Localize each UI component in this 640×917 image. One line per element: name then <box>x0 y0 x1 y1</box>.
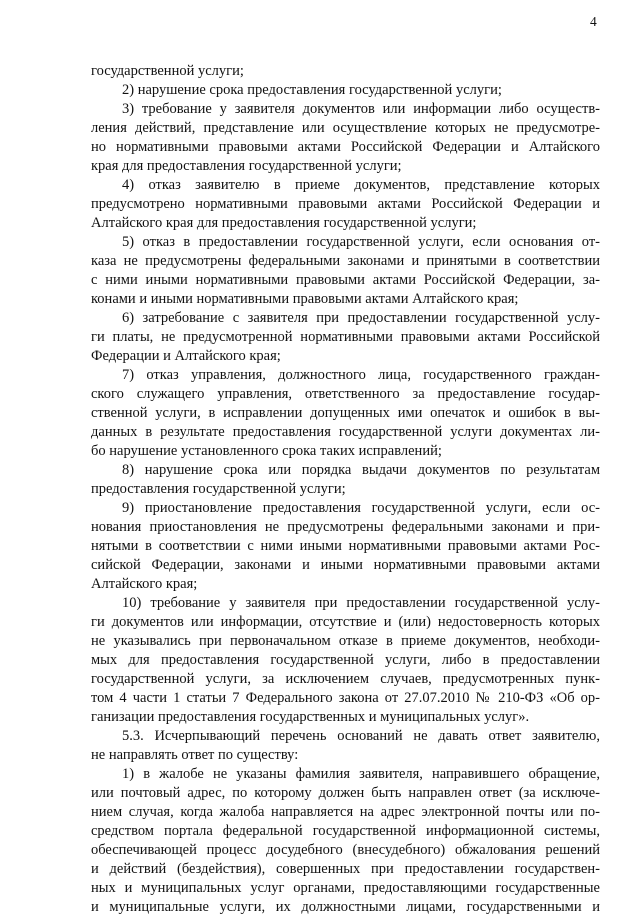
text-line: но нормативными правовыми актами Российской Федерации и Алтайского <box>91 139 600 155</box>
text-line: сийской Федерации, законами и иными нормативными правовыми актами <box>91 557 600 573</box>
text-line: конами и иными нормативными правовыми актами Алтайского края; <box>91 291 519 307</box>
text-line: с ними иными нормативными правовыми актами Российской Федерации, за- <box>91 272 600 288</box>
text-line: ных и муниципальных услуг органами, предоставляющими государственные <box>91 880 600 896</box>
text-line: предоставления государственной услуги; <box>91 481 346 497</box>
text-line: Алтайского края; <box>91 576 198 592</box>
text-line: или почтовый адрес, по которому должен быть направлен ответ (за исключе- <box>91 785 600 801</box>
text-line: каза не предусмотрены федеральными законами и принятыми в соответствии <box>91 253 600 269</box>
text-line: не направлять ответ по существу: <box>91 747 299 763</box>
document-body <box>91 62 600 917</box>
text-line: Алтайского края для предоставления государственной услуги; <box>91 215 477 231</box>
text-line: нятыми в соответствии с ними иными нормативными правовыми актами Рос- <box>91 538 600 554</box>
text-line: бо нарушение установленного срока таких исправлений; <box>91 443 442 459</box>
text-line: 6) затребование с заявителя при предоставлении государственной услу- <box>122 310 600 326</box>
page-number: 4 <box>590 14 597 29</box>
text-line: обеспечивающей процесс досудебного (внесудебного) обжалования решений <box>91 842 600 858</box>
text-line: края для предоставления государственной услуги; <box>91 158 402 174</box>
text-line: не указывались при первоначальном отказе в приеме документов, необходи- <box>91 633 600 649</box>
text-line: государственной услуги, за исключением случаев, предусмотренных пунк- <box>91 671 600 687</box>
text-line: 5.3. Исчерпывающий перечень оснований не давать ответ заявителю, <box>122 728 600 744</box>
text-line: 10) требование у заявителя при предоставлении государственной услу- <box>122 595 600 611</box>
text-line: ги платы, не предусмотренной нормативными правовыми актами Российской <box>91 329 600 345</box>
text-line: ственной услуги, в исправлении допущенных ими опечаток и ошибок в вы- <box>91 405 600 421</box>
text-line: 3) требование у заявителя документов или информации либо осуществ- <box>122 101 600 117</box>
text-line: данных в результате предоставления государственной услуги документах ли- <box>91 424 600 440</box>
text-line: 9) приостановление предоставления государственной услуги, если ос- <box>122 500 600 516</box>
text-line: и действий (бездействия), совершенных при предоставлении государствен- <box>91 861 600 877</box>
text-line: том 4 части 1 статьи 7 Федерального закона от 27.07.2010 № 210-ФЗ «Об ор- <box>91 690 600 706</box>
text-line: средством портала федеральной государственной информационной системы, <box>91 823 600 839</box>
text-line: Федерации и Алтайского края; <box>91 348 281 364</box>
text-line: ги документов или информации, отсутствие и (или) недостоверность которых <box>91 614 600 630</box>
text-line: 2) нарушение срока предоставления государственной услуги; <box>122 82 502 98</box>
text-line: 8) нарушение срока или порядка выдачи документов по результатам <box>122 462 600 478</box>
text-line: предусмотрено нормативными правовыми актами Российской Федерации и <box>91 196 600 212</box>
text-line: 4) отказ заявителю в приеме документов, представление которых <box>122 177 600 193</box>
text-line: ления действий, представление или осуществление которых не предусмотре- <box>91 120 600 136</box>
text-line: нования приостановления не предусмотрены федеральными законами и при- <box>91 519 600 535</box>
text-line: государственной услуги; <box>91 63 244 79</box>
text-line: и муниципальные услуги, их должностными лицами, государственными и <box>91 899 600 915</box>
text-line: мых для предоставления государственной услуги, либо в предоставлении <box>91 652 600 668</box>
text-line: 7) отказ управления, должностного лица, государственного граждан- <box>122 367 600 383</box>
text-line: 5) отказ в предоставлении государственной услуги, если основания от- <box>122 234 600 250</box>
text-line: 1) в жалобе не указаны фамилия заявителя, направившего обращение, <box>122 766 600 782</box>
text-line: нием случая, когда жалоба направляется на адрес электронной почты или по- <box>91 804 600 820</box>
text-line: ганизации предоставления государственных и муниципальных услуг». <box>91 709 530 725</box>
text-line: ского служащего управления, ответственного за предоставление государ- <box>91 386 600 402</box>
